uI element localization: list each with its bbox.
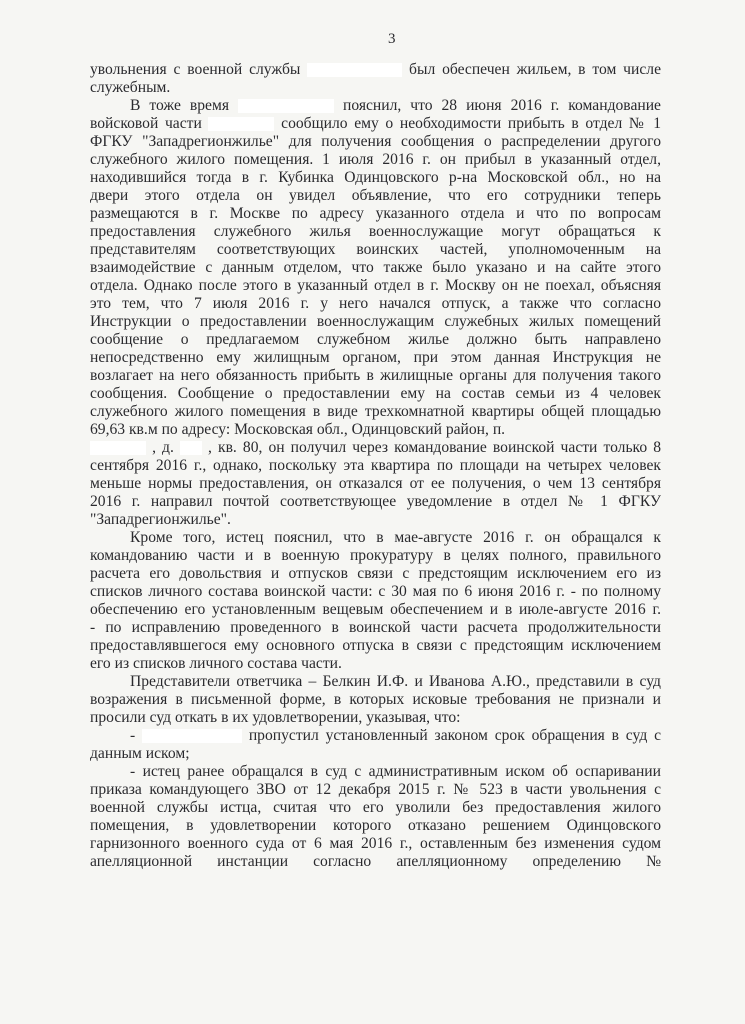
text-segment: Кроме того, истец пояснил, что в мае-августе 2016 г. он обращался к — [130, 529, 661, 546]
text-segment: предоставления служебного жилья военнослужащие могут обращаться к — [90, 223, 661, 240]
text-segment: взаимодействие с данным отделом, что также было указано и на сайте этого — [90, 259, 661, 276]
text-segment: , кв. 80, он получил через командование воинской части только 8 — [208, 439, 661, 456]
text-segment: меньше нормы предоставления, он отказался от ее получения, о чем 13 сентября — [90, 475, 661, 492]
text-line — [90, 403, 661, 421]
text-line — [90, 565, 661, 583]
text-line — [90, 79, 661, 97]
text-line — [90, 529, 661, 547]
text-line — [90, 853, 661, 871]
text-line — [90, 583, 661, 601]
text-segment: сентября 2016 г., однако, поскольку эта квартира по площади на четырех человек — [90, 457, 661, 474]
text-line — [90, 601, 661, 619]
text-line — [90, 691, 661, 709]
text-segment: 2016 г. направил почтой соответствующее уведомление в отдел № 1 ФГКУ — [90, 493, 661, 510]
text-line — [90, 511, 661, 529]
text-line — [90, 295, 661, 313]
redaction-block — [180, 441, 202, 455]
redaction-block — [238, 99, 334, 113]
text-line — [90, 781, 661, 799]
text-line — [90, 727, 661, 745]
text-segment: списков личного состава воинской части: с 30 мая по 6 июня 2016 г. - по полному — [90, 583, 661, 600]
text-segment: апелляционной инстанции согласно апелляционному определению № — [90, 853, 661, 870]
text-segment: командованию части и в военную прокуратуру в целях полного, правильного — [90, 547, 661, 564]
text-line — [90, 61, 661, 79]
text-line — [90, 475, 661, 493]
text-line — [90, 115, 661, 133]
text-segment: ФГКУ "Западрегионжилье" для получения сообщения о распределении другого — [90, 133, 661, 150]
text-segment: Инструкции о предоставлении военнослужащим служебных жилых помещений — [90, 313, 661, 330]
text-segment: просили суд откать в их удовлетворении, указывая, что: — [90, 709, 461, 726]
text-segment: Представители ответчика – Белкин И.Ф. и Иванова А.Ю., представили в суд — [130, 673, 661, 690]
text-segment: 69,63 кв.м по адресу: Московская обл., Одинцовский район, п. — [90, 421, 506, 438]
text-segment: увольнения с военной службы — [90, 61, 301, 78]
page-number: 3 — [388, 31, 396, 47]
text-line — [90, 493, 661, 511]
text-segment: военной службы истца, считая что его уволили без предоставления жилого — [90, 799, 661, 816]
text-line — [90, 133, 661, 151]
text-segment: был обеспечен жильем, в том числе — [409, 61, 661, 78]
text-segment: сообщило ему о необходимости прибыть в отдел № 1 — [281, 115, 661, 132]
text-line — [90, 187, 661, 205]
redaction-block — [90, 441, 146, 455]
text-segment: сообщения. Сообщение о предоставлении ему на состав семьи из 4 человек — [90, 385, 661, 402]
text-segment: - — [130, 727, 136, 744]
text-segment: , д. — [152, 439, 174, 456]
text-segment: пояснил, что 28 июня 2016 г. командование — [342, 97, 661, 114]
text-segment: гарнизонного военного суда от 6 мая 2016 г., оставленным без изменения судом — [90, 835, 661, 852]
text-segment: помещения, в удовлетворении которого отказано решением Одинцовского — [90, 817, 661, 834]
text-line — [90, 151, 661, 169]
text-line — [90, 97, 661, 115]
text-segment: служебного жилого помещения. 1 июля 2016 г. он прибыл в указанный отдел, — [90, 151, 661, 168]
text-line — [90, 763, 661, 781]
text-line — [90, 241, 661, 259]
text-segment: служебным. — [90, 79, 171, 96]
text-segment: его из списков личного состава части. — [90, 655, 342, 672]
text-segment: служебного жилого помещения в виде трехкомнатной квартиры общей площадью — [90, 403, 661, 420]
text-line — [90, 817, 661, 835]
text-segment: расчета его довольствия и отпусков связи с предстоящим исключением его из — [90, 565, 661, 582]
text-segment: - по исправлению проведенного в воинской части расчета продолжительности — [90, 619, 661, 636]
text-line — [90, 835, 661, 853]
redaction-block — [208, 117, 274, 131]
text-segment: предоставлявшегося ему основного отпуска в связи с предстоящим исключением — [90, 637, 661, 654]
text-line — [90, 349, 661, 367]
text-segment: находившийся тогда в г. Кубинка Одинцовского р-на Московской обл., но на — [90, 169, 661, 186]
document-body — [90, 61, 661, 871]
text-segment: войсковой части — [90, 115, 202, 132]
text-segment: возлагает на него обязанность прибыть в жилищные органы для получения такого — [90, 367, 661, 384]
text-line — [90, 439, 661, 457]
text-line — [90, 223, 661, 241]
redaction-block — [307, 63, 402, 77]
text-line — [90, 205, 661, 223]
text-line — [90, 799, 661, 817]
text-line — [90, 745, 661, 763]
text-line — [90, 655, 661, 673]
text-line — [90, 709, 661, 727]
text-segment: - истец ранее обращался в суд с административным иском об оспаривании — [130, 763, 661, 780]
text-line — [90, 547, 661, 565]
text-line — [90, 277, 661, 295]
text-segment: отдела. Однако после этого в указанный отдел в г. Москву он не поехал, объясняя — [90, 277, 661, 294]
text-segment: В тоже время — [130, 97, 229, 114]
text-segment: пропустил установленный законом срок обращения в суд с — [248, 727, 661, 744]
text-line — [90, 331, 661, 349]
text-segment: обеспечению его установленным вещевым обеспечением и в июле-августе 2016 г. — [90, 601, 661, 618]
text-line — [90, 169, 661, 187]
text-line — [90, 457, 661, 475]
text-line — [90, 367, 661, 385]
text-line — [90, 385, 661, 403]
text-line — [90, 421, 661, 439]
text-segment: приказа командующего ЗВО от 12 декабря 2015 г. № 523 в части увольнения с — [90, 781, 661, 798]
text-line — [90, 619, 661, 637]
text-segment: "Западрегионжилье". — [90, 511, 231, 528]
text-segment: размещаются в г. Москве по адресу указанного отдела и что по вопросам — [90, 205, 661, 222]
text-segment: двери этого отдела он увидел объявление, что его сотрудники теперь — [90, 187, 661, 204]
text-line — [90, 259, 661, 277]
redaction-block — [142, 729, 242, 743]
text-segment: представителям соответствующих воинских частей, уполномоченным на — [90, 241, 661, 258]
text-segment: непосредственно ему жилищным органом, при этом данная Инструкция не — [90, 349, 661, 366]
text-segment: сообщение о предлагаемом служебном жилье должно быть направлено — [90, 331, 661, 348]
text-segment: это тем, что 7 июля 2016 г. у него начался отпуск, а также что согласно — [90, 295, 661, 312]
text-line — [90, 637, 661, 655]
text-line — [90, 673, 661, 691]
text-line — [90, 313, 661, 331]
text-segment: данным иском; — [90, 745, 190, 762]
text-segment: возражения в письменной форме, в которых исковые требования не признали и — [90, 691, 661, 708]
